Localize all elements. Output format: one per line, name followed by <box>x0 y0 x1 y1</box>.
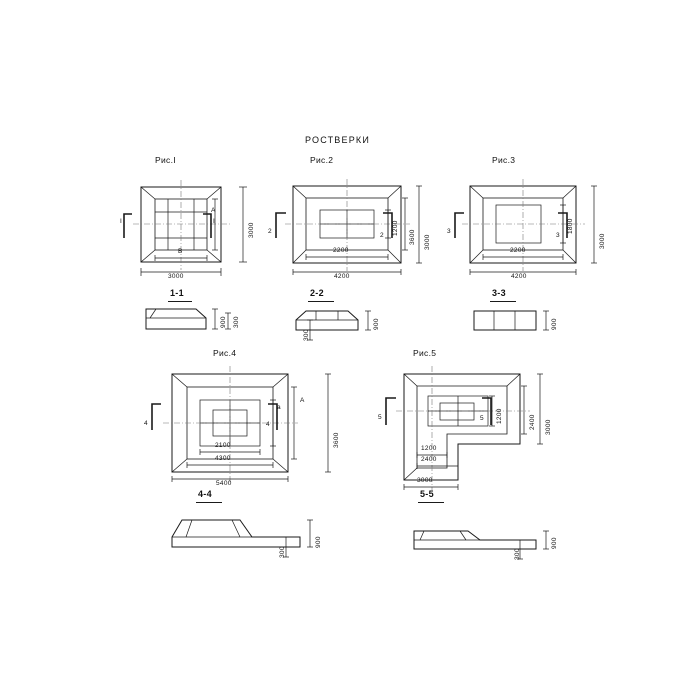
fig2-dim-inner-bottom: 2200 <box>333 247 349 254</box>
fig3-dim-right: 3000 <box>599 233 606 249</box>
fig3-dim-bottom: 4200 <box>511 273 527 280</box>
section-3-3-shape <box>474 311 549 330</box>
fig5-dim-mid-right: 2400 <box>529 414 536 430</box>
fig2-dim-mid-right: 3600 <box>409 229 416 245</box>
section-mark-2b: 2 <box>380 232 384 239</box>
section-mark-5a: 5 <box>378 414 382 421</box>
section-label-1-1-underline <box>168 301 192 302</box>
fig5-dim-inner-bottom: 1200 <box>421 445 437 452</box>
fig1-dim-bottom: 3000 <box>168 273 184 280</box>
section-label-2-2: 2-2 <box>310 288 324 298</box>
section-mark-4b: 4 <box>266 421 270 428</box>
fig3-section-depth: 900 <box>551 318 558 330</box>
section-5-5-shape <box>414 531 549 559</box>
section-mark-2a: 2 <box>268 228 272 235</box>
fig5-section-depth2: 300 <box>514 548 521 560</box>
fig4-dim-bottom: 5400 <box>216 480 232 487</box>
section-mark-5b: 5 <box>480 415 484 422</box>
fig5-dim-mid-bottom: 2400 <box>421 456 437 463</box>
fig4-dim-inner-bottom: 2100 <box>215 442 231 449</box>
fig5-dim-inner-right: 1200 <box>496 408 503 424</box>
section-label-3-3: 3-3 <box>492 288 506 298</box>
fig1-dim-right: 3000 <box>248 222 255 238</box>
section-mark-1a: I <box>120 218 123 225</box>
section-label-4-4: 4-4 <box>198 489 212 499</box>
fig4-letter-a: A <box>300 397 305 404</box>
fig2-section-depth2: 300 <box>303 329 310 341</box>
fig2-section-depth: 900 <box>373 318 380 330</box>
fig1-letter-b: B <box>178 248 183 255</box>
section-mark-4a: 4 <box>144 420 148 427</box>
fig5-dim-bottom: 3000 <box>417 477 433 484</box>
fig1-section-depth2: 300 <box>233 316 240 328</box>
section-label-5-5-underline <box>418 502 444 503</box>
fig2-dim-right: 3000 <box>424 234 431 250</box>
figure-label-3: Рис.3 <box>492 155 516 165</box>
fig3-dim-inner-bottom: 2200 <box>510 247 526 254</box>
section-label-1-1: 1-1 <box>170 288 184 298</box>
section-label-3-3-underline <box>490 301 516 302</box>
figure-label-2: Рис.2 <box>310 155 334 165</box>
fig2-dim-bottom: 4200 <box>334 273 350 280</box>
fig3-dim-inner-right: 1800 <box>567 218 574 234</box>
fig5-dim-right: 3000 <box>545 419 552 435</box>
fig4-dim-right: 3600 <box>333 432 340 448</box>
fig1-section-depth: 900 <box>220 316 227 328</box>
fig1-letter-a: A <box>211 207 216 214</box>
figure-5-plan <box>386 366 543 490</box>
fig4-letter-a2: a <box>277 404 281 411</box>
figure-label-5: Рис.5 <box>413 348 437 358</box>
section-label-2-2-underline <box>308 301 334 302</box>
figure-label-4: Рис.4 <box>213 348 237 358</box>
figure-2-plan <box>276 179 422 275</box>
section-4-4-shape <box>172 520 313 557</box>
fig5-section-depth: 900 <box>551 537 558 549</box>
fig4-dim-mid-bottom: 4300 <box>215 455 231 462</box>
section-mark-3b: 3 <box>556 232 560 239</box>
fig2-dim-inner-right: 1200 <box>392 220 399 236</box>
figure-label-1: Рис.I <box>155 155 176 165</box>
drawing-title: РОСТВЕРКИ <box>305 135 371 145</box>
figure-1-plan <box>124 180 247 276</box>
fig4-section-depth2: 300 <box>279 546 286 558</box>
section-1-1-shape <box>146 309 231 329</box>
section-mark-1b: I <box>213 218 216 225</box>
figure-3-plan <box>455 179 597 275</box>
section-mark-3a: 3 <box>447 228 451 235</box>
section-label-5-5: 5-5 <box>420 489 434 499</box>
figure-4-plan <box>152 366 331 482</box>
section-label-4-4-underline <box>196 502 222 503</box>
fig4-section-depth: 900 <box>315 536 322 548</box>
